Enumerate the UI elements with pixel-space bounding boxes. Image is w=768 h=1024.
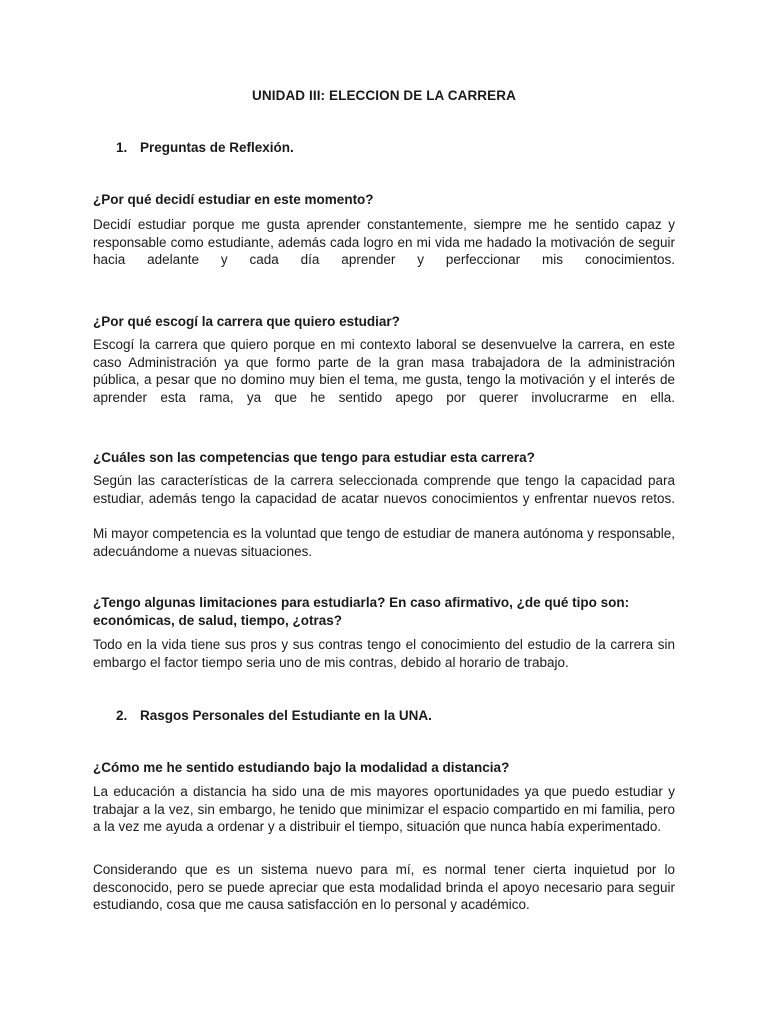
answer-paragraph: La educación a distancia ha sido una de mis mayores oportunidades ya que puedo estudiar y trabajar a la vez, sin embargo, he tenido que minimizar el espacio compartido en mi familia, pero a la vez me ayuda a ordenar y a distribuir el tiempo, situación que nunca había experimentado. — [93, 784, 675, 834]
section-label: Preguntas de Reflexión. — [140, 140, 294, 155]
answer-paragraph: Todo en la vida tiene sus pros y sus contras tengo el conocimiento del estudio de la carrera sin embargo el factor tiempo seria uno de mis contras, debido al horario de trabajo. — [93, 637, 675, 670]
answer-paragraph: Mi mayor competencia es la voluntad que tengo de estudiar de manera autónoma y responsable, adecuándome a nuevas situaciones. — [93, 526, 675, 559]
answer-paragraph: Escogí la carrera que quiero porque en mi contexto laboral se desenvuelve la carrera, en este caso Administración ya que formo parte de la gran masa trabajadora de la administración pública, a pesar que no domino muy bien el tema, me gusta, tengo la motivación y el interés de aprender esta rama, ya que he sentido apego por querer involucrarme en ella. — [93, 337, 675, 405]
question-heading: ¿Cómo me he sentido estudiando bajo la modalidad a distancia? — [93, 760, 510, 775]
section-label: Rasgos Personales del Estudiante en la UNA. — [140, 708, 432, 723]
answer-paragraph: Según las características de la carrera seleccionada comprende que tengo la capacidad para estudiar, además tengo la capacidad de acatar nuevos conocimientos y enfrentar nuevos retos. — [93, 473, 675, 506]
answer-paragraph: Considerando que es un sistema nuevo para mí, es normal tener cierta inquietud por lo desconocido, pero se puede apreciar que esta modalidad brinda el apoyo necesario para seguir estudiando, cosa que me causa satisfacción en lo personal y académico. — [93, 862, 675, 912]
section-number: 1. — [116, 140, 128, 155]
page-title: UNIDAD III: ELECCION DE LA CARRERA — [252, 88, 516, 103]
section-heading-1 — [116, 140, 294, 155]
question-heading: ¿Por qué escogí la carrera que quiero estudiar? — [93, 314, 400, 329]
question-heading: ¿Tengo algunas limitaciones para estudiarla? En caso afirmativo, ¿de qué tipo son: económicas, de salud, tiempo, ¿otras? — [93, 595, 630, 628]
answer-paragraph: Decidí estudiar porque me gusta aprender constantemente, siempre me he sentido capaz y responsable como estudiante, además cada logro en mi vida me hadado la motivación de seguir hacia adelante y cada día aprender y perfeccionar mis conocimientos. — [93, 217, 675, 267]
section-number: 2. — [116, 708, 128, 723]
section-heading-2 — [116, 708, 432, 723]
question-heading: ¿Cuáles son las competencias que tengo para estudiar esta carrera? — [93, 450, 535, 465]
question-heading: ¿Por qué decidí estudiar en este momento? — [93, 192, 374, 207]
